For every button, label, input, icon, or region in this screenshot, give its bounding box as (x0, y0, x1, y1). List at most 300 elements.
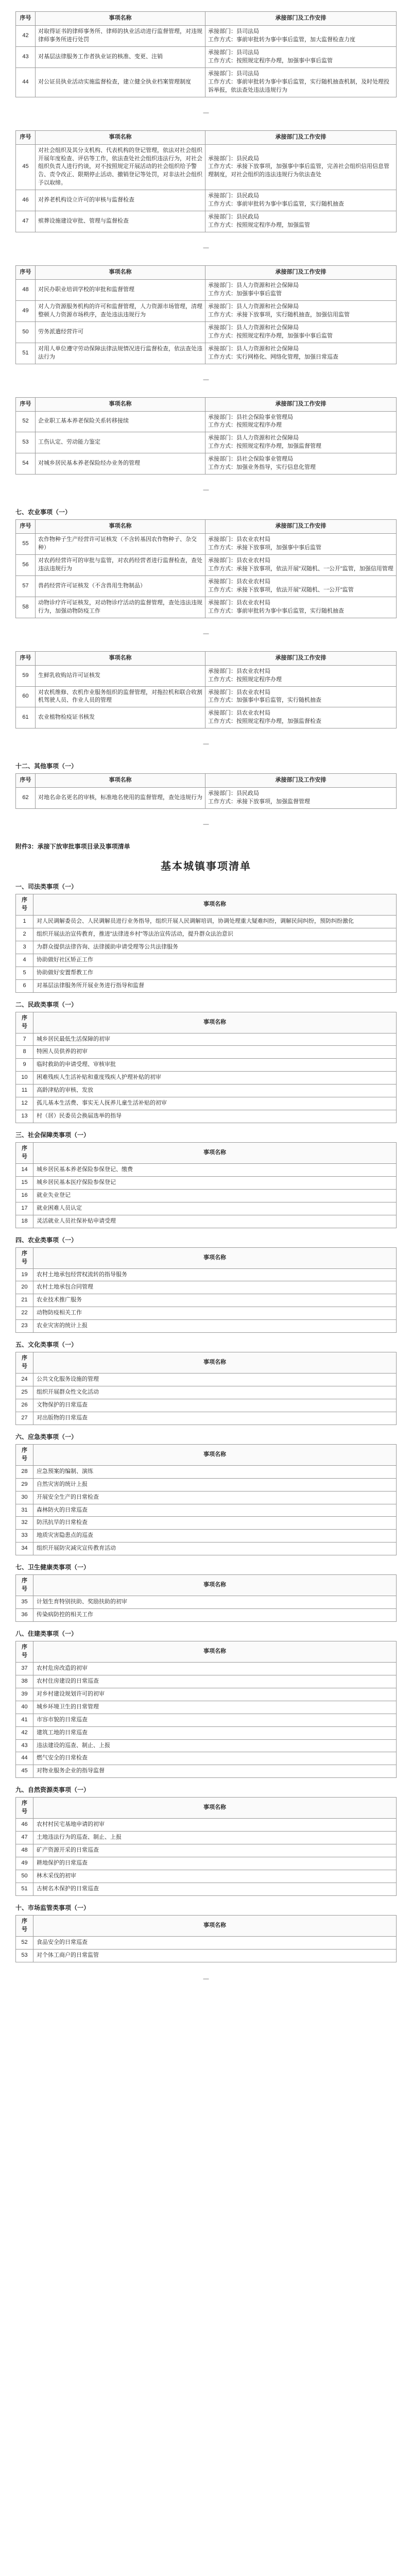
row-num: 52 (16, 411, 36, 432)
list-item-num: 38 (16, 1675, 33, 1688)
row-status: 承接部门：县人力资源和社会保障局 工作方式：加强事中事后监管 (205, 280, 397, 301)
row-status: 承接部门：县人力资源和社会保障局 工作方式：实行网格化、网络化管理，加强日常巡查 (205, 343, 397, 364)
header-category: 事项名称 (36, 397, 205, 411)
header-num: 序号 (16, 1143, 33, 1164)
row-status: 承接部门：县农业农村局 工作方式：按照规定程序办理 (205, 665, 397, 686)
list-item-num: 13 (16, 1110, 33, 1123)
list-item (16, 1857, 397, 1870)
table-header-row (16, 130, 397, 144)
table-row (16, 686, 397, 707)
list-item-text: 传染病防控的相关工作 (33, 1609, 397, 1622)
row-num: 59 (16, 665, 36, 686)
row-category: 对基层法律服务工作者执业证的核准、变更、注销 (36, 46, 205, 67)
list-item-text: 高龄津贴的审核、发放 (33, 1084, 397, 1097)
list-item (16, 1478, 397, 1491)
table-row (16, 597, 397, 618)
list-item (16, 1714, 397, 1726)
list-item (16, 1281, 397, 1294)
table-row (16, 190, 397, 211)
list-item-text: 建筑工地的日常巡查 (33, 1726, 397, 1739)
row-status: 承接部门：县人力资源和社会保障局 工作方式：按照规定程序办理，加强事中事后监管 (205, 321, 397, 343)
list-item-text: 开展安全生产的日常检查 (33, 1491, 397, 1504)
list-header-row (16, 1915, 397, 1936)
header-category: 事项名称 (33, 1915, 397, 1936)
list-item-num: 52 (16, 1936, 33, 1949)
list-item-text: 防汛抗旱的日常检查 (33, 1517, 397, 1530)
section-heading: 七、农业事项（一） (15, 509, 72, 516)
list-table (15, 1352, 397, 1425)
list-item-num: 10 (16, 1072, 33, 1084)
list-header-row (16, 1798, 397, 1819)
list-item-num: 4 (16, 954, 33, 967)
table-header-row (16, 266, 397, 280)
list-item (16, 1374, 397, 1386)
row-category: 对社会组织及其分支机构、代表机构的登记管理，依法对社会组织开展年度检查、评估等工作，依法查处社会组织违法行为，对社会组织负责人进行约谈，对不按照规定开展活动的社会组织给予警告、责令改正、限期停止活动、撤销登记等处罚，对非法社会组织予以取缔。 (36, 144, 205, 190)
section-heading: 十二、其他事项（一） (15, 762, 78, 770)
row-num: 56 (16, 555, 36, 576)
row-num: 55 (16, 534, 36, 555)
row-num: 46 (16, 190, 36, 211)
list-item (16, 1844, 397, 1857)
approval-table (15, 130, 397, 232)
list-item (16, 1491, 397, 1504)
list-item-text: 文物保护的日常巡查 (33, 1399, 397, 1412)
header-status: 承接部门及工作安排 (205, 266, 397, 280)
table-row (16, 534, 397, 555)
list-section-heading: 八、住建类事项（一） (15, 1630, 78, 1637)
list-item-num: 33 (16, 1530, 33, 1543)
list-item (16, 1202, 397, 1215)
table-row (16, 665, 397, 686)
list-item-text: 对出版物的日常巡查 (33, 1412, 397, 1425)
header-category: 事项名称 (33, 1798, 397, 1819)
list-item (16, 1675, 397, 1688)
row-status: 承接部门：县农业农村局 工作方式：承接下放事项，依法开展"双随机、一公开"监管 (205, 575, 397, 597)
row-status: 承接部门：县农业农村局 工作方式：承接下放事项，加强事中事后监管 (205, 534, 397, 555)
list-item-num: 7 (16, 1033, 33, 1046)
page-separator-end: — (203, 1975, 209, 1982)
list-item-num: 42 (16, 1726, 33, 1739)
list-item-text: 自然灾害的统计上报 (33, 1478, 397, 1491)
list-item-text: 就业失业登记 (33, 1189, 397, 1202)
header-num: 序号 (16, 1444, 33, 1465)
approval-table (15, 773, 397, 809)
list-item-num: 53 (16, 1949, 33, 1962)
table-header-row (16, 397, 397, 411)
list-item (16, 1752, 397, 1765)
list-item (16, 1163, 397, 1176)
row-status: 承接部门：县人力资源和社会保障局 工作方式：按照规定程序办理，加强监督管理 (205, 432, 397, 453)
row-category: 对用人单位遵守劳动保障法律法规情况进行监督检查，依法查处违法行为 (36, 343, 205, 364)
row-num: 48 (16, 280, 36, 301)
list-item-num: 39 (16, 1688, 33, 1701)
table-row (16, 575, 397, 597)
page-separator: — (203, 741, 209, 748)
list-item-num: 15 (16, 1176, 33, 1189)
list-item-num: 16 (16, 1189, 33, 1202)
list-item (16, 1189, 397, 1202)
list-item-text: 计划生育特别扶助、奖励扶助的初审 (33, 1596, 397, 1609)
list-section-heading: 二、民政类事项（一） (15, 1001, 78, 1008)
list-table (15, 1641, 397, 1778)
row-status: 承接部门：县农业农村局 工作方式：按照规定程序办理，加强监督检查 (205, 707, 397, 728)
header-num: 序号 (16, 651, 36, 665)
list-item-num: 3 (16, 941, 33, 954)
list-item-text: 农村住房建设的日常巡查 (33, 1675, 397, 1688)
list-item (16, 1084, 397, 1097)
table-row (16, 280, 397, 301)
header-num: 序号 (16, 266, 36, 280)
list-item-text: 公共文化服务设施的管理 (33, 1374, 397, 1386)
list-item-text: 农村危房改造的初审 (33, 1662, 397, 1675)
list-item-num: 32 (16, 1517, 33, 1530)
list-section-heading: 五、文化类事项（一） (15, 1341, 78, 1349)
table-row (16, 300, 397, 321)
header-num: 序号 (16, 1641, 33, 1663)
header-num: 序号 (16, 1575, 33, 1596)
list-item-num: 49 (16, 1857, 33, 1870)
row-category: 对农机维修、农机作业服务组织的监督管理，对拖拉机和联合收割机驾驶人员、作业人员的管理 (36, 686, 205, 707)
list-item-num: 14 (16, 1163, 33, 1176)
list-item-text: 农业技术推广服务 (33, 1294, 397, 1307)
list-section-heading: 六、应急类事项（一） (15, 1433, 78, 1440)
list-item (16, 1320, 397, 1333)
row-category: 企业职工基本养老保险关系转移接续 (36, 411, 205, 432)
list-item-num: 43 (16, 1739, 33, 1752)
list-item-num: 34 (16, 1543, 33, 1555)
row-num: 51 (16, 343, 36, 364)
list-item-text: 动物防疫相关工作 (33, 1307, 397, 1320)
row-num: 49 (16, 300, 36, 321)
header-num: 序号 (16, 130, 36, 144)
list-title: 基本城镇事项清单 (161, 861, 251, 873)
list-item-num: 9 (16, 1059, 33, 1072)
list-item-num: 12 (16, 1097, 33, 1110)
list-item-num: 48 (16, 1844, 33, 1857)
header-num: 序号 (16, 1012, 33, 1033)
list-item (16, 1072, 397, 1084)
list-table (15, 1012, 397, 1123)
page-separator: — (203, 821, 209, 828)
list-header-row (16, 1012, 397, 1033)
list-header-row (16, 1444, 397, 1465)
header-num: 序号 (16, 1798, 33, 1819)
header-num: 序号 (16, 520, 36, 534)
row-num: 57 (16, 575, 36, 597)
list-item-num: 45 (16, 1765, 33, 1778)
row-category: 对城乡居民基本养老保险经办业务的管理 (36, 453, 205, 474)
approval-table (15, 519, 397, 618)
header-category: 事项名称 (33, 1352, 397, 1374)
table-header-row (16, 774, 397, 788)
list-section-heading: 十、市场监管类事项（一） (15, 1904, 90, 1911)
list-header-row (16, 1247, 397, 1268)
table-row (16, 707, 397, 728)
list-item (16, 1517, 397, 1530)
header-num: 序号 (16, 774, 36, 788)
row-category: 生鲜乳收购站许可证核发 (36, 665, 205, 686)
row-status: 承接部门：县民政局 工作方式：按照规定程序办理，加强监管 (205, 211, 397, 232)
list-item-num: 24 (16, 1374, 33, 1386)
list-item-num: 50 (16, 1870, 33, 1883)
list-item-text: 临时救助的申请受理、审核审批 (33, 1059, 397, 1072)
list-item-num: 21 (16, 1294, 33, 1307)
header-category: 事项名称 (33, 1575, 397, 1596)
row-category: 工伤认定、劳动能力鉴定 (36, 432, 205, 453)
header-category: 事项名称 (33, 1247, 397, 1268)
annex-title: 附件3：承接下放审批事项目录及事项清单 (15, 843, 130, 851)
list-item-text: 燃气安全的日常检查 (33, 1752, 397, 1765)
approval-table (15, 397, 397, 475)
approval-table (15, 651, 397, 729)
row-status: 承接部门：县司法局 工作方式：事前审批转为事中事后监管，实行随机抽查机制，及时处理投诉举报，依法查处违法违规行为 (205, 67, 397, 97)
list-item (16, 1046, 397, 1059)
row-num: 62 (16, 788, 36, 809)
list-item-num: 17 (16, 1202, 33, 1215)
list-header-row (16, 1641, 397, 1663)
list-table (15, 1797, 397, 1896)
header-category: 事项名称 (33, 1641, 397, 1663)
table-row (16, 343, 397, 364)
list-item-num: 23 (16, 1320, 33, 1333)
list-item-num: 31 (16, 1504, 33, 1517)
list-item-num: 26 (16, 1399, 33, 1412)
list-item (16, 1412, 397, 1425)
list-item (16, 1215, 397, 1228)
list-item-text: 市容市貌的日常巡查 (33, 1714, 397, 1726)
list-item (16, 1609, 397, 1622)
table-row (16, 788, 397, 809)
list-item (16, 1386, 397, 1399)
row-category: 对农药经营许可的审批与监管，对农药经营者进行监督检查，查处违法违规行为 (36, 555, 205, 576)
list-item-text: 对基层法律服务所开展业务进行指导和监督 (33, 979, 397, 992)
header-category: 事项名称 (33, 1444, 397, 1465)
table-row (16, 26, 397, 47)
header-category: 事项名称 (36, 774, 205, 788)
list-item (16, 1936, 397, 1949)
page-separator: — (203, 109, 209, 116)
list-item-text: 城乡居民基本医疗保险参保登记 (33, 1176, 397, 1189)
list-item-text: 城乡居民最低生活保障的初审 (33, 1033, 397, 1046)
list-item-num: 20 (16, 1281, 33, 1294)
list-item (16, 1033, 397, 1046)
page-separator: — (203, 630, 209, 637)
list-item-text: 为群众提供法律咨询、法律援助申请受理等公共法律服务 (33, 941, 397, 954)
list-item-text: 城乡环境卫生的日常管理 (33, 1701, 397, 1714)
list-item (16, 967, 397, 979)
list-item-text: 食品安全的日常巡查 (33, 1936, 397, 1949)
table-row (16, 555, 397, 576)
list-item-text: 土地违法行为的巡查、制止、上报 (33, 1832, 397, 1844)
header-status: 承接部门及工作安排 (205, 774, 397, 788)
list-item-text: 对个体工商户的日常监管 (33, 1949, 397, 1962)
list-item (16, 1097, 397, 1110)
list-item (16, 979, 397, 992)
list-section-heading: 一、司法类事项（一） (15, 883, 78, 891)
list-header-row (16, 1352, 397, 1374)
list-item-text: 违法建设的巡查、制止、上报 (33, 1739, 397, 1752)
header-num: 序号 (16, 12, 36, 26)
row-category: 殡葬设施建设审批、管理与监督检查 (36, 211, 205, 232)
row-status: 承接部门：县民政局 工作方式：承接下放事项，加强监督管理 (205, 788, 397, 809)
list-item (16, 1870, 397, 1883)
list-item-text: 应急预案的编制、演练 (33, 1465, 397, 1478)
list-header-row (16, 894, 397, 916)
row-num: 42 (16, 26, 36, 47)
row-status: 承接部门：县司法局 工作方式：事前审批转为事中事后监管，加大监督检查力度 (205, 26, 397, 47)
table-row (16, 453, 397, 474)
list-item-text: 灵活就业人员社保补贴申请受理 (33, 1215, 397, 1228)
list-section-heading: 三、社会保障类事项（一） (15, 1131, 90, 1139)
header-category: 事项名称 (33, 894, 397, 916)
list-item (16, 1268, 397, 1281)
table-row (16, 321, 397, 343)
row-num: 58 (16, 597, 36, 618)
list-item-num: 22 (16, 1307, 33, 1320)
list-item (16, 1883, 397, 1895)
list-section-heading: 四、农业类事项（一） (15, 1236, 78, 1244)
list-item (16, 1949, 397, 1962)
list-item-num: 51 (16, 1883, 33, 1895)
row-num: 60 (16, 686, 36, 707)
header-status: 承接部门及工作安排 (205, 130, 397, 144)
list-item-num: 11 (16, 1084, 33, 1097)
table-row (16, 46, 397, 67)
list-header-row (16, 1575, 397, 1596)
page-separator: — (203, 376, 209, 383)
list-item-num: 2 (16, 928, 33, 941)
table-row (16, 432, 397, 453)
list-item-num: 8 (16, 1046, 33, 1059)
row-category: 对养老机构设立许可的审核与监督检查 (36, 190, 205, 211)
list-item-num: 6 (16, 979, 33, 992)
row-num: 45 (16, 144, 36, 190)
header-status: 承接部门及工作安排 (205, 651, 397, 665)
page-separator: — (203, 245, 209, 251)
list-item-text: 困难残疾人生活补贴和重度残疾人护理补贴的初审 (33, 1072, 397, 1084)
header-num: 序号 (16, 1352, 33, 1374)
row-category: 农作物种子生产经营许可证核发（不含转基因农作物种子、杂交种） (36, 534, 205, 555)
document-page (15, 0, 397, 1982)
list-item-text: 林木采伐的初审 (33, 1870, 397, 1883)
list-item-num: 47 (16, 1832, 33, 1844)
list-item (16, 1110, 397, 1123)
list-item-text: 协助做好安置帮教工作 (33, 967, 397, 979)
row-status: 承接部门：县人力资源和社会保障局 工作方式：承接下放事项，实行随机抽查，加强信用监管 (205, 300, 397, 321)
header-status: 承接部门及工作安排 (205, 12, 397, 26)
row-category: 对取得证书的律师事务所、律师的执业活动进行监督管理，对违规律师事务所进行处罚 (36, 26, 205, 47)
list-table (15, 1574, 397, 1622)
header-category: 事项名称 (36, 520, 205, 534)
approval-table (15, 11, 397, 97)
header-category: 事项名称 (36, 12, 205, 26)
list-item-num: 19 (16, 1268, 33, 1281)
row-category: 对公证员执业活动实施监督检查，建立健全执业档案管理制度 (36, 67, 205, 97)
row-category: 兽药经营许可证核发（不含兽用生物制品） (36, 575, 205, 597)
list-header-row (16, 1143, 397, 1164)
row-category: 劳务派遣经营许可 (36, 321, 205, 343)
row-category: 对人力资源服务机构的许可和监督管理，人力资源市场管理，清理整顿人力资源市场秩序，查处违法违规行为 (36, 300, 205, 321)
row-status: 承接部门：县社会保险事业管理局 工作方式：加强业务指导，实行信息化管理 (205, 453, 397, 474)
list-item-num: 1 (16, 916, 33, 928)
table-row (16, 67, 397, 97)
list-item (16, 1662, 397, 1675)
list-item-text: 协助做好社区矫正工作 (33, 954, 397, 967)
list-item (16, 1530, 397, 1543)
approval-table (15, 265, 397, 364)
row-num: 44 (16, 67, 36, 97)
row-category: 动物诊疗许可证核发，对动物诊疗活动的监督管理，查处违法违规行为，加强动物防疫工作 (36, 597, 205, 618)
list-item (16, 1832, 397, 1844)
list-table (15, 1142, 397, 1228)
row-num: 54 (16, 453, 36, 474)
row-status: 承接部门：县农业农村局 工作方式：加强事中事后监管，实行随机抽查 (205, 686, 397, 707)
list-item (16, 1176, 397, 1189)
list-item (16, 1819, 397, 1832)
list-item (16, 941, 397, 954)
header-status: 承接部门及工作安排 (205, 397, 397, 411)
list-item-text: 对乡村建设规划许可的初审 (33, 1688, 397, 1701)
list-item-text: 地质灾害隐患点的巡查 (33, 1530, 397, 1543)
list-item (16, 954, 397, 967)
list-item (16, 1465, 397, 1478)
list-item-num: 27 (16, 1412, 33, 1425)
list-item (16, 1059, 397, 1072)
list-item (16, 916, 397, 928)
row-category: 农业植物检疫证书核发 (36, 707, 205, 728)
page-separator: — (203, 487, 209, 494)
list-table (15, 1247, 397, 1333)
table-header-row (16, 12, 397, 26)
part1-tables (15, 11, 397, 827)
list-item-text: 对物业服务企业的指导监督 (33, 1765, 397, 1778)
list-item (16, 1596, 397, 1609)
list-item-num: 18 (16, 1215, 33, 1228)
list-item-text: 组织开展防灾减灾宣传教育活动 (33, 1543, 397, 1555)
list-item-text: 矿产资源开采的日常巡查 (33, 1844, 397, 1857)
list-item-text: 对人民调解委员会、人民调解员进行业务指导，组织开展人民调解培训，协调处理重大疑难纠纷，调解民间纠纷，预防纠纷激化 (33, 916, 397, 928)
row-status: 承接部门：县农业农村局 工作方式：承接下放事项，依法开展"双随机、一公开"监管，加强信用管理 (205, 555, 397, 576)
list-item-num: 44 (16, 1752, 33, 1765)
header-category: 事项名称 (36, 130, 205, 144)
list-item (16, 1543, 397, 1555)
list-item (16, 1701, 397, 1714)
list-item-text: 特困人员供养的初审 (33, 1046, 397, 1059)
list-item-num: 36 (16, 1609, 33, 1622)
list-table (15, 1444, 397, 1555)
row-num: 50 (16, 321, 36, 343)
table-row (16, 211, 397, 232)
list-item-text: 农村村民宅基地申请的初审 (33, 1819, 397, 1832)
table-header-row (16, 651, 397, 665)
list-item-num: 46 (16, 1819, 33, 1832)
list-item (16, 1504, 397, 1517)
header-status: 承接部门及工作安排 (205, 520, 397, 534)
list-item-num: 40 (16, 1701, 33, 1714)
list-item-text: 耕地保护的日常巡查 (33, 1857, 397, 1870)
list-item (16, 1399, 397, 1412)
list-item-text: 组织开展法治宣传教育，推进"法律进乡村"等法治宣传活动，提升群众法治意识 (33, 928, 397, 941)
list-item-num: 29 (16, 1478, 33, 1491)
list-item-text: 组织开展群众性文化活动 (33, 1386, 397, 1399)
list-item-text: 森林防火的日常巡查 (33, 1504, 397, 1517)
list-table (15, 894, 397, 993)
row-category: 对地名命名更名的审核，标准地名使用的监督管理，查处违规行为 (36, 788, 205, 809)
list-item (16, 1307, 397, 1320)
list-item-text: 城乡居民基本养老保险参保登记、缴费 (33, 1163, 397, 1176)
list-item-text: 古树名木保护的日常巡查 (33, 1883, 397, 1895)
list-section-heading: 七、卫生健康类事项（一） (15, 1564, 90, 1571)
